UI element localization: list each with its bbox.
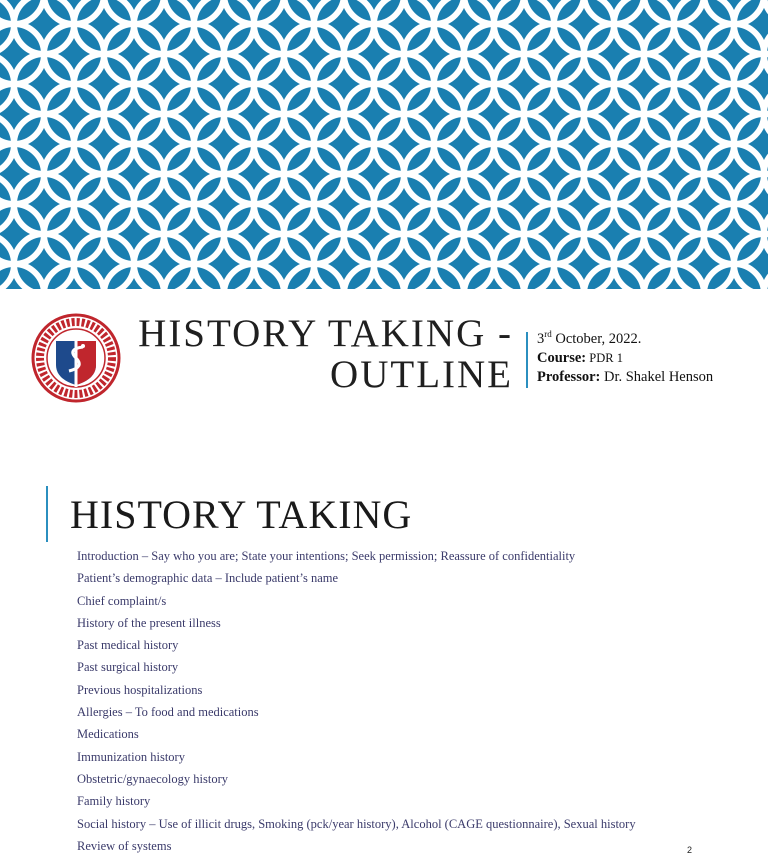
slide-meta bbox=[537, 330, 762, 387]
list-item: Chief complaint/s bbox=[77, 593, 167, 608]
list-item: Medications bbox=[77, 727, 139, 742]
page-number: 2 bbox=[687, 845, 693, 855]
university-seal-logo bbox=[31, 313, 121, 403]
section-heading: HISTORY TAKING bbox=[70, 492, 413, 537]
outline-list bbox=[77, 545, 636, 857]
heading-accent-bar bbox=[46, 486, 48, 542]
list-item: Immunization history bbox=[77, 749, 185, 764]
decorative-pattern-banner bbox=[0, 0, 768, 289]
list-item: Allergies – To food and medications bbox=[77, 705, 259, 720]
circle-lattice-pattern bbox=[0, 0, 768, 289]
list-item: Patient’s demographic data – Include patient’s name bbox=[77, 571, 339, 586]
list-item: History of the present illness bbox=[77, 615, 221, 630]
list-item: Family history bbox=[77, 794, 151, 809]
list-item: Past surgical history bbox=[77, 660, 179, 675]
title-line-1: HISTORY TAKING - bbox=[138, 312, 513, 355]
list-item: Previous hospitalizations bbox=[77, 682, 203, 697]
title-divider bbox=[526, 332, 528, 388]
list-item: Past medical history bbox=[77, 638, 179, 653]
course-line: Course: PDR 1 bbox=[537, 350, 623, 366]
professor-line: Professor: Dr. Shakel Henson bbox=[537, 369, 714, 385]
slide-title bbox=[130, 313, 513, 395]
list-item: Review of systems bbox=[77, 838, 172, 853]
date-line: 3rd October, 2022. bbox=[537, 329, 642, 347]
list-item: Obstetric/gynaecology history bbox=[77, 771, 229, 786]
title-line-2: OUTLINE bbox=[330, 353, 513, 396]
list-item: Introduction – Say who you are; State your intentions; Seek permission; Reassure of confidentiality bbox=[77, 549, 576, 563]
list-item: Social history – Use of illicit drugs, Smoking (pck/year history), Alcohol (CAGE questionnaire), Sexual history bbox=[77, 816, 636, 831]
